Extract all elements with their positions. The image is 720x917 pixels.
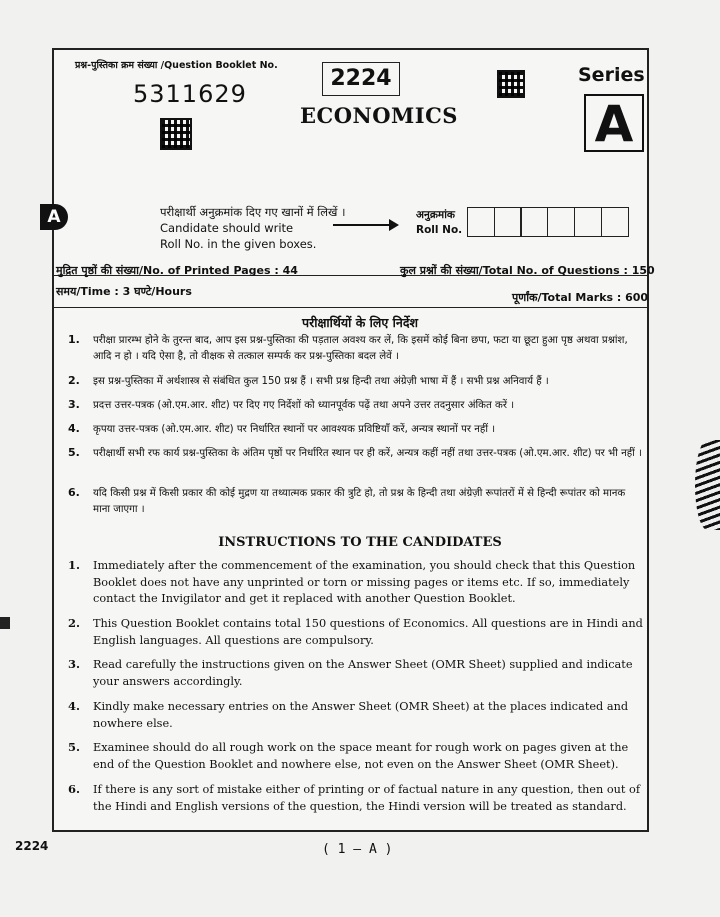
roll-box[interactable]: [494, 207, 522, 237]
item-number: 2.: [68, 374, 80, 387]
item-text: If there is any sort of mistake either of printing or of factual nature in any question, then out of the Hindi and English versions of the question, the Hindi version will be treated as standard.: [93, 783, 641, 813]
roll-number-label: [416, 208, 462, 238]
candidate-instruction-hindi: परीक्षार्थी अनुक्रमांक दिए गए खानों में लिखें ।: [160, 205, 346, 219]
edge-tab-mark: [0, 617, 10, 629]
binding-spine-mark: [695, 440, 720, 530]
roll-box[interactable]: [520, 207, 548, 237]
roll-box[interactable]: [601, 207, 629, 237]
series-label: Series: [578, 64, 645, 86]
roll-number-boxes[interactable]: [467, 207, 627, 237]
item-number: 1.: [68, 558, 81, 572]
english-instruction-item: [68, 616, 643, 649]
item-text: परीक्षार्थी सभी रफ कार्य प्रश्न-पुस्तिका के अंतिम पृष्ठों पर निर्धारित स्थान पर ही करें, अन्यत्र कहीं नहीं तथा उत्तर-पत्रक (ओ.एम.आर. शीट) पर भी नहीं ।: [93, 448, 642, 459]
hindi-instruction-item: [68, 398, 643, 414]
hindi-instruction-item: [68, 486, 643, 517]
printed-pages: मुद्रित पृष्ठों की संख्या/No. of Printed Pages : 44: [56, 264, 298, 277]
item-number: 6.: [68, 782, 81, 796]
item-text: इस प्रश्न-पुस्तिका में अर्थशास्त्र से संबंधित कुल 150 प्रश्न हैं । सभी प्रश्न हिन्दी तथा अंग्रेज़ी भाषा में हैं । सभी प्रश्न अनिवार्य हैं ।: [93, 376, 549, 387]
item-text: परीक्षा प्रारम्भ होने के तुरन्त बाद, आप इस प्रश्न-पुस्तिका की पड़ताल अवश्य कर लें, कि इसमें कोई बिना छपा, फटा या छूटा हुआ पृष्ठ अथवा प्रश्नांश, आदि न हो । यदि ऐसा है, तो वीक्षक से तत्काल सम्पर्क कर प्रश्न-पुस्तिका बदल लेवें ।: [93, 335, 628, 362]
roll-box[interactable]: [467, 207, 495, 237]
series-letter-box: A: [584, 94, 644, 152]
arrow-right-icon: [333, 218, 399, 232]
item-text: This Question Booklet contains total 150 questions of Economics. All questions are in Hindi and English languages. All questions are compulsory.: [93, 617, 643, 647]
roll-box[interactable]: [574, 207, 602, 237]
item-number: 6.: [68, 486, 80, 499]
english-instruction-item: [68, 782, 643, 815]
total-questions: कुल प्रश्नों की संख्या/Total No. of Questions : 150: [400, 264, 655, 277]
roll-box[interactable]: [547, 207, 575, 237]
candidate-instruction: [160, 204, 345, 252]
exam-time: समय/Time : 3 घण्टे/Hours: [56, 285, 192, 298]
booklet-number: 5311629: [133, 80, 247, 108]
item-number: 5.: [68, 740, 81, 754]
roll-label-english: Roll No.: [416, 224, 463, 236]
item-text: Examinee should do all rough work on the space meant for rough work on pages given at the end of the Question Booklet and nowhere else, not even on the Answer Sheet (OMR Sheet).: [93, 741, 629, 771]
item-number: 1.: [68, 333, 80, 346]
item-number: 4.: [68, 422, 80, 435]
english-instruction-item: [68, 699, 643, 732]
total-marks: पूर्णांक/Total Marks : 600: [512, 291, 649, 304]
roll-label-hindi: अनुक्रमांक: [416, 209, 455, 221]
item-text: Kindly make necessary entries on the Answer Sheet (OMR Sheet) at the places indicated and nowhere else.: [93, 700, 629, 730]
side-series-badge: A: [40, 204, 68, 230]
subject-title: ECONOMICS: [300, 103, 458, 128]
hindi-instruction-item: [68, 422, 643, 438]
candidate-instruction-en-2: Roll No. in the given boxes.: [160, 237, 317, 251]
candidate-instruction-en-1: Candidate should write: [160, 221, 294, 235]
hindi-instruction-item: [68, 446, 643, 462]
qr-code-icon-small: [497, 70, 525, 98]
footer-page-number: ( 1 – A ): [322, 842, 393, 857]
english-instruction-item: [68, 558, 643, 608]
paper-code: 2224: [322, 62, 400, 96]
item-text: Immediately after the commencement of the examination, you should check that this Question Booklet does not have any unprinted or torn or missing pages or items etc. If so, immediately contact the Invigilator and get it replaced with another Question Booklet.: [93, 559, 636, 605]
item-number: 3.: [68, 657, 81, 671]
item-text: Read carefully the instructions given on the Answer Sheet (OMR Sheet) supplied and indicate your answers accordingly.: [93, 658, 633, 688]
english-instruction-item: [68, 740, 643, 773]
english-instructions-title: INSTRUCTIONS TO THE CANDIDATES: [218, 535, 502, 550]
booklet-number-label: प्रश्न-पुस्तिका क्रम संख्या /Question Booklet No.: [75, 60, 278, 71]
english-instruction-item: [68, 657, 643, 690]
item-text: कृपया उत्तर-पत्रक (ओ.एम.आर. शीट) पर निर्धारित स्थानों पर आवश्यक प्रविष्टियाँ करें, अन्यत्र स्थानों पर नहीं ।: [93, 424, 496, 435]
item-number: 3.: [68, 398, 80, 411]
qr-code-icon: [160, 118, 192, 150]
item-text: प्रदत्त उत्तर-पत्रक (ओ.एम.आर. शीट) पर दिए गए निर्देशों को ध्यानपूर्वक पढ़ें तथा अपने उत्तर तदनुसार अंकित करें ।: [93, 400, 515, 411]
item-text: यदि किसी प्रश्न में किसी प्रकार की कोई मुद्रण या तथ्यात्मक प्रकार की त्रुटि हो, तो प्रश्न के हिन्दी तथा अंग्रेज़ी रूपांतरों में से हिन्दी रूपांतर को मानक माना जाएगा ।: [93, 488, 626, 515]
hindi-instructions-title: परीक्षार्थियों के लिए निर्देश: [302, 315, 418, 330]
footer-paper-code: 2224: [15, 839, 49, 853]
item-number: 4.: [68, 699, 81, 713]
hindi-instruction-item: [68, 333, 643, 364]
divider-meta: [52, 307, 649, 308]
item-number: 5.: [68, 446, 80, 459]
item-number: 2.: [68, 616, 81, 630]
hindi-instruction-item: [68, 374, 643, 390]
